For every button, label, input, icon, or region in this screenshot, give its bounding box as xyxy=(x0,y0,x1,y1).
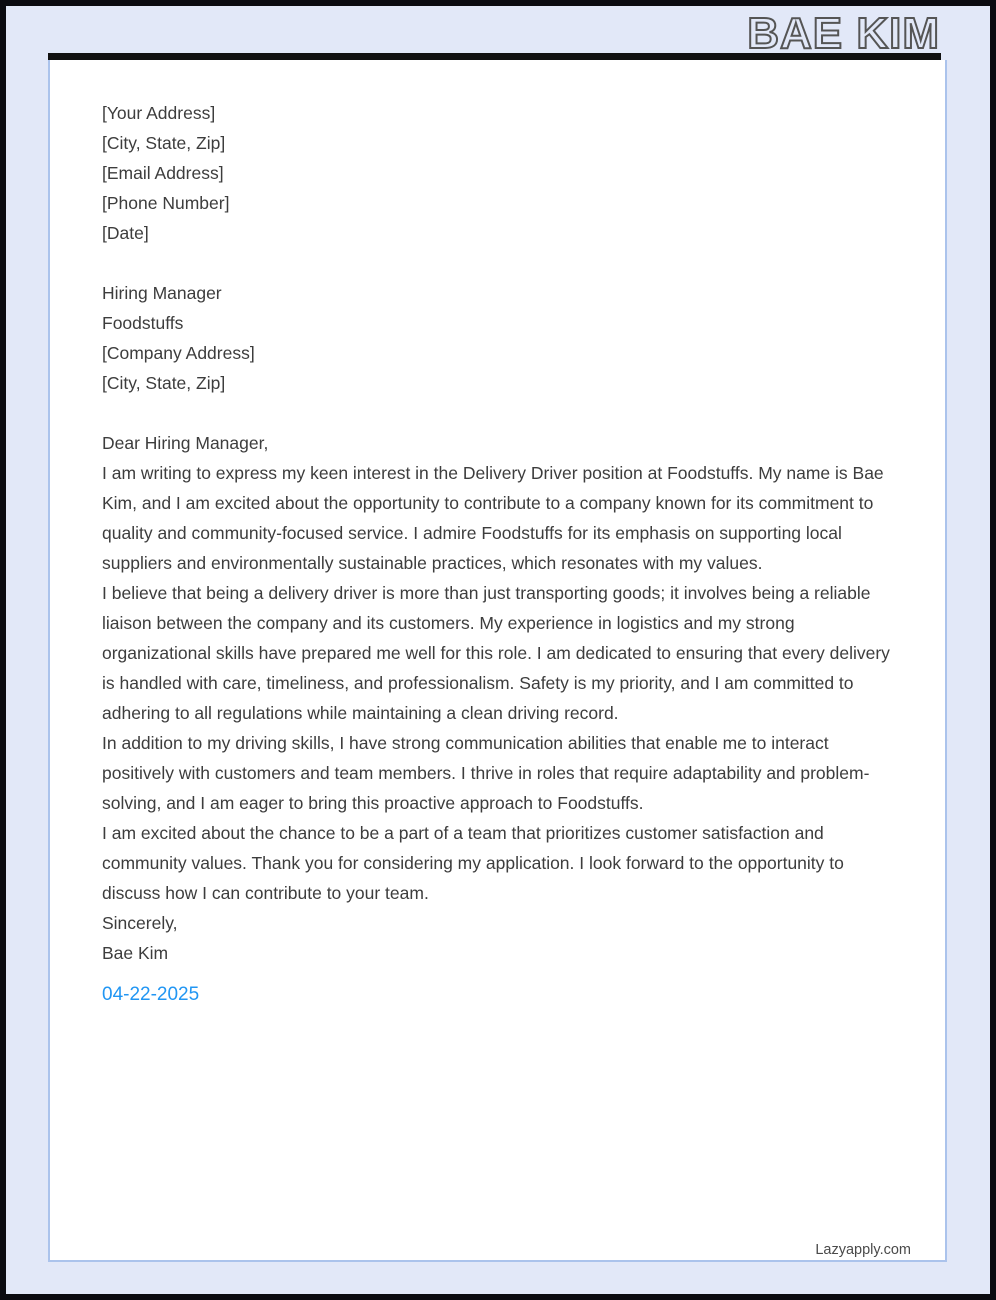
sender-address-block xyxy=(102,98,895,248)
sender-line-city: [City, State, Zip] xyxy=(102,133,226,153)
sender-line-phone: [Phone Number] xyxy=(102,193,230,213)
sender-line-email: [Email Address] xyxy=(102,163,224,183)
sender-line-date: [Date] xyxy=(102,223,149,243)
recipient-line-name: Hiring Manager xyxy=(102,283,222,303)
salutation: Dear Hiring Manager, xyxy=(102,433,269,453)
recipient-block xyxy=(102,278,895,398)
paragraph-experience: I believe that being a delivery driver is more than just transporting goods; it involves being a reliable liaison between the company and its customers. My experience in logistics and my strong organizational skills have prepared me well for this role. I am dedicated to ensuring that every delivery is handled with care, timeliness, and professionalism. Safety is my priority, and I am committed to adhering to all regulations while maintaining a clean driving record. xyxy=(102,583,890,723)
paragraph-intro: I am writing to express my keen interest in the Delivery Driver position at Foodstuffs. My name is Bae Kim, and I am excited about the opportunity to contribute to a company known for its commitment to quality and community-focused service. I admire Foodstuffs for its emphasis on supporting local suppliers and environmentally sustainable practices, which resonates with my values. xyxy=(102,463,884,573)
signature-name: Bae Kim xyxy=(102,943,169,963)
paragraph-skills: In addition to my driving skills, I have strong communication abilities that enable me to interact positively with customers and team members. I thrive in roles that require adaptability and problem-solving, and I am eager to bring this proactive approach to Foodstuffs. xyxy=(102,733,870,813)
letter-page xyxy=(48,60,947,1262)
sender-line-address: [Your Address] xyxy=(102,103,216,123)
recipient-line-city: [City, State, Zip] xyxy=(102,373,226,393)
brand-wordmark: BAE KIM xyxy=(747,9,940,58)
closing-block xyxy=(102,908,895,968)
date-link[interactable]: 04-22-2025 xyxy=(102,984,200,1005)
letter-body xyxy=(50,60,947,1010)
closing-line: Sincerely, xyxy=(102,913,178,933)
paragraph-closing-thanks: I am excited about the chance to be a part of a team that prioritizes customer satisfaction and community values. Thank you for considering my application. I look forward to the opportunity to discuss how I can contribute to your team. xyxy=(102,823,844,903)
recipient-line-address: [Company Address] xyxy=(102,343,255,363)
recipient-line-company: Foodstuffs xyxy=(102,313,184,333)
watermark-link[interactable]: Lazyapply.com xyxy=(815,1242,911,1258)
